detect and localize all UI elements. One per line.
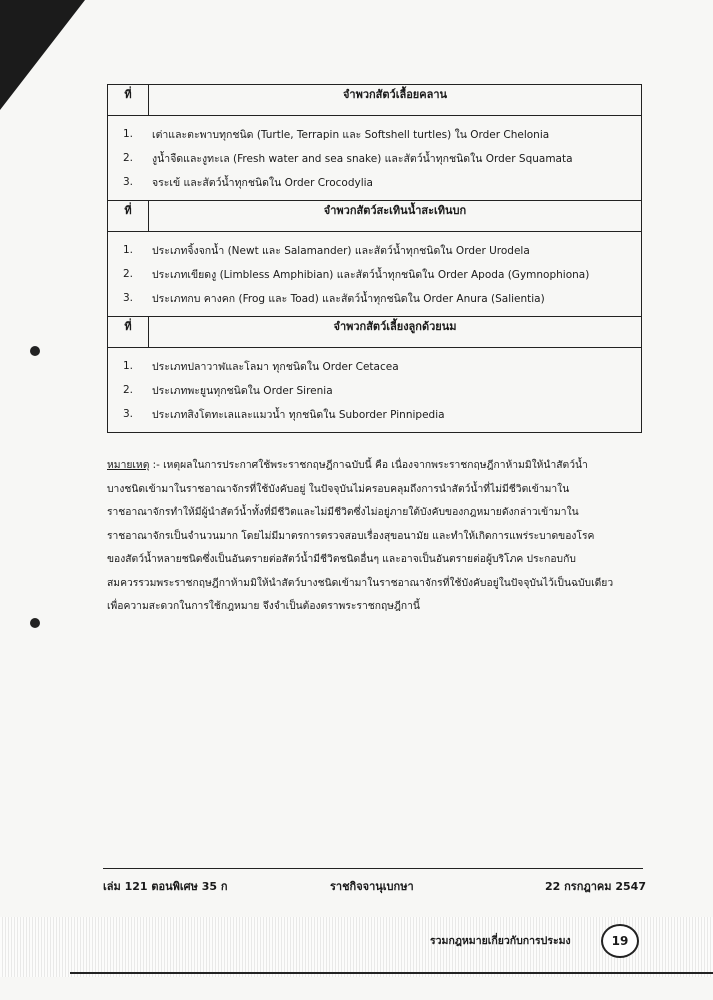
remark-line: ของสัตว์น้ำหลายชนิดซึ่งเป็นอันตรายต่อสัตว์น้ำมีชีวิตชนิดอื่นๆ และอาจเป็นอันตรายต่อผู้บริโภค ประกอบกับ: [107, 553, 576, 565]
row-number: 3.: [122, 176, 134, 188]
row-text: ประเภทเขียดงู (Limbless Amphibian) และสัตว์น้ำทุกชนิดใน Order Apoda (Gymnophiona): [152, 268, 590, 281]
section-title: จำพวกสัตว์เลื้อยคลาน: [149, 85, 642, 116]
remark-line: ราชอาณาจักรเป็นจำนวนมาก โดยไม่มีมาตรการตรวจสอบเรื่องสุขอนามัย และทำให้เกิดการแพร่ระบาดของโรค: [107, 529, 595, 542]
column-header-number: ที่: [108, 85, 149, 116]
remark-line: เพื่อความสะดวกในการใช้กฎหมาย จึงจำเป็นต้องตราพระราชกฤษฎีกานี้: [107, 600, 420, 612]
remark-line: :- เหตุผลในการประกาศใช้พระราชกฤษฎีกาฉบับนี้ คือ เนื่องจากพระราชกฤษฎีกาห้ามมิให้นำสัตว์น้ำ: [149, 459, 588, 471]
row-text: ประเภทกบ คางคก (Frog และ Toad) และสัตว์น้ำทุกชนิดใน Order Anura (Salientia): [152, 292, 545, 305]
row-number: 2.: [122, 152, 134, 164]
row-number: 1.: [122, 244, 134, 256]
remark-paragraph: [107, 454, 647, 619]
binder-hole-mark: [30, 618, 40, 628]
row-number: 1.: [122, 360, 134, 372]
section-body-row: [108, 232, 642, 317]
section-body-row: [108, 116, 642, 201]
section-header-row: [108, 201, 642, 232]
animal-table: [107, 84, 642, 433]
table-row: [108, 170, 641, 194]
footer-volume: เล่ม 121 ตอนพิเศษ 35 ก: [103, 880, 228, 893]
collection-title: รวมกฎหมายเกี่ยวกับการประมง: [430, 935, 571, 947]
section-title: จำพวกสัตว์เลี้ยงลูกด้วยนม: [149, 317, 642, 348]
row-text: ประเภทปลาวาฬและโลมา ทุกชนิดใน Order Cetacea: [152, 360, 399, 373]
table-row: [108, 262, 641, 286]
row-text: งูน้ำจืดและงูทะเล (Fresh water and sea snake) และสัตว์น้ำทุกชนิดใน Order Squamata: [152, 152, 573, 165]
section-header-row: [108, 317, 642, 348]
row-number: 2.: [122, 384, 134, 396]
page-number: 19: [601, 924, 639, 958]
row-text: ประเภทจิ้งจกน้ำ (Newt และ Salamander) และสัตว์น้ำทุกชนิดใน Order Urodela: [152, 244, 530, 257]
binder-hole-mark: [30, 346, 40, 356]
remark-line: ราชอาณาจักรทำให้มีผู้นำสัตว์น้ำทั้งที่มีชีวิตและไม่มีชีวิตซึ่งไม่อยู่ภายใต้บังคับของกฎหมายดังกล่าวเข้ามาใน: [107, 506, 579, 518]
row-number: 1.: [122, 128, 134, 140]
row-text: ประเภทสิงโตทะเลและแมวน้ำ ทุกชนิดใน Suborder Pinnipedia: [152, 408, 445, 421]
table-row: [108, 238, 641, 262]
row-text: ประเภทพะยูนทุกชนิดใน Order Sirenia: [152, 384, 333, 397]
footer-gazette: ราชกิจจานุเบกษา: [330, 880, 414, 893]
row-number: 3.: [122, 292, 134, 304]
section-title: จำพวกสัตว์สะเทินน้ำสะเทินบก: [149, 201, 642, 232]
remark-line: บางชนิดเข้ามาในราชอาณาจักรที่ใช้บังคับอยู่ ในปัจจุบันไม่ครอบคลุมถึงการนำสัตว์น้ำที่ไม่มีชีวิตเข้ามาใน: [107, 482, 570, 495]
table-row: [108, 286, 641, 310]
row-number: 2.: [122, 268, 134, 280]
table-row: [108, 146, 641, 170]
table-row: [108, 402, 641, 426]
row-text: เต่าและตะพาบทุกชนิด (Turtle, Terrapin และ Softshell turtles) ใน Order Chelonia: [152, 128, 550, 141]
table-row: [108, 378, 641, 402]
bottom-rule: [70, 972, 713, 974]
table-row: [108, 354, 641, 378]
remark-label: หมายเหตุ: [107, 459, 150, 471]
section-body-row: [108, 348, 642, 433]
row-text: จระเข้ และสัตว์น้ำทุกชนิดใน Order Crocodylia: [152, 176, 373, 189]
remark-line: สมควรรวมพระราชกฤษฎีกาห้ามมิให้นำสัตว์บางชนิดเข้ามาในราชอาณาจักรที่ใช้บังคับอยู่ในปัจจุบันไว้เป็นฉบับเดียว: [107, 576, 614, 589]
column-header-number: ที่: [108, 317, 149, 348]
footer-date: 22 กรกฎาคม 2547: [545, 880, 646, 893]
folded-corner: [0, 0, 85, 110]
footer-rule: [103, 868, 643, 869]
table-row: [108, 122, 641, 146]
section-header-row: [108, 85, 642, 116]
column-header-number: ที่: [108, 201, 149, 232]
row-number: 3.: [122, 408, 134, 420]
